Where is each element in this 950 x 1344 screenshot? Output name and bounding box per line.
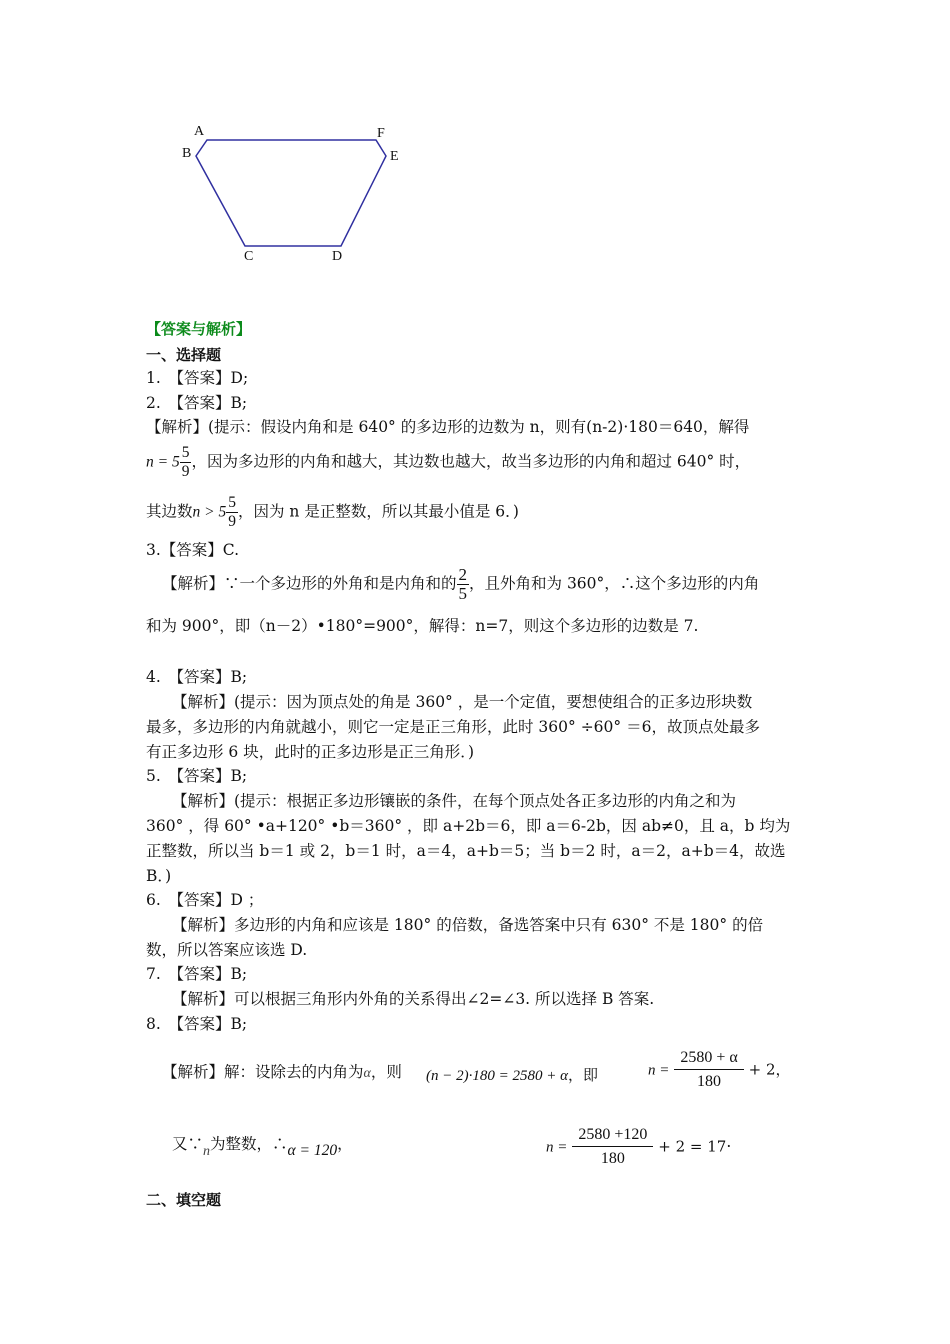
q2-n-greater: n > 5 — [192, 503, 227, 521]
vertex-label-e: E — [390, 149, 399, 164]
q8-f1-num: 2580 + α — [674, 1047, 743, 1070]
q8-eq1: (n − 2)·180 = 2580 + α — [426, 1068, 568, 1084]
q4-explanation-line2: 最多，多边形的内角就越小，则它一定是正三角形，此时 360° ÷60° ＝6，故顶点处最多 — [146, 718, 760, 736]
q3-exp-rest: ，且外角和为 360°，∴这个多边形的内角 — [469, 574, 760, 593]
q2-n-equals: n = 5 — [146, 453, 180, 471]
hexagon-outline — [196, 140, 386, 246]
q2-line3-prefix: 其边数 — [146, 502, 193, 521]
q2-fraction-2 — [226, 494, 238, 531]
vertex-label-d: D — [332, 249, 343, 264]
q8-f2-post: + 2 = 17 — [658, 1137, 727, 1156]
hexagon-diagram — [170, 118, 430, 278]
q3-answer: 3.【答案】C. — [146, 541, 240, 559]
q3-exp-prefix: 【解析】∵一个多边形的外角和是内角和的 — [162, 574, 457, 593]
q2-frac2-num: 5 — [228, 494, 236, 511]
q2-frac-den: 9 — [181, 463, 190, 480]
answer-section-title: 【答案与解析】 — [146, 320, 252, 338]
q2-answer: 2. 【答案】B; — [146, 394, 248, 412]
vertex-label-f: F — [377, 126, 385, 141]
q2-line3-rest: ，因为 n 是正整数，所以其最小值是 6．) — [237, 502, 519, 521]
q3-fraction — [457, 566, 470, 603]
q8-explanation-line1-prefix — [162, 1060, 402, 1082]
q8-equation1 — [426, 1064, 598, 1085]
q8-alpha-value: α = 120 — [287, 1142, 338, 1159]
q8-plus2: + 2， — [748, 1060, 791, 1079]
q8-ji: ，即 — [567, 1068, 598, 1084]
q2-explanation-line3 — [146, 494, 519, 531]
q8-n-var: n — [203, 1144, 211, 1159]
q8-b-mid: 为整数，∴ — [210, 1135, 288, 1153]
q6-explanation-line2: 数，所以答案应该选 D. — [146, 941, 308, 959]
q4-explanation-line1: 【解析】(提示：因为顶点处的角是 360° ，是一个定值，要想使组合的正多边形块数 — [172, 693, 753, 711]
q8-dot: · — [726, 1137, 732, 1156]
q8-fraction2 — [572, 1124, 653, 1171]
q4-answer: 4. 【答案】B; — [146, 668, 248, 686]
q7-answer: 7. 【答案】B; — [146, 965, 248, 983]
q8-f1-den: 180 — [697, 1073, 722, 1090]
q2-explanation-line2-rest: ，因为多边形的内角和越大，其边数也越大，故当多边形的内角和超过 640° 时， — [191, 452, 751, 471]
q8-formula1 — [648, 1047, 791, 1094]
q3-frac-num: 2 — [458, 565, 468, 584]
q8-fraction1 — [674, 1047, 743, 1094]
q8-explanation-line2 — [172, 1132, 353, 1159]
q8-f2-pre: n = — [546, 1139, 568, 1156]
part1-title: 一、选择题 — [146, 346, 222, 364]
q8-exp-prefix: 【解析】解：设除去的内角为 — [162, 1063, 364, 1081]
vertex-label-a: A — [194, 124, 205, 139]
q8-b-pre: 又∵ — [172, 1135, 204, 1153]
q6-explanation-line1: 【解析】多边形的内角和应该是 180° 的倍数，备选答案中只有 630° 不是 180° 的倍 — [172, 916, 764, 934]
part2-title: 二、填空题 — [146, 1191, 222, 1209]
q3-explanation-line1 — [162, 566, 759, 603]
q4-explanation-line3: 有正多边形 6 块，此时的正多边形是正三角形．) — [146, 743, 475, 761]
q8-answer: 8. 【答案】B; — [146, 1015, 248, 1033]
q8-f2-num: 2580 +120 — [572, 1124, 653, 1147]
q1-answer: 1. 【答案】D; — [146, 369, 249, 387]
q5-explanation-line2: 360° ，得 60° •a+120° •b＝360° ，即 a+2b＝6，即 a＝6-2b，因 ab≠0，且 a，b 均为 — [146, 817, 791, 835]
q8-n-eq: n = — [648, 1062, 670, 1079]
q5-answer: 5. 【答案】B; — [146, 767, 248, 785]
q8-alpha: α — [363, 1066, 371, 1081]
q2-explanation-line1: 【解析】(提示：假设内角和是 640° 的多边形的边数为 n，则有(n-2)·180＝640，解得 — [146, 418, 750, 436]
q8-then: ，则 — [370, 1063, 402, 1081]
q2-frac-num: 5 — [181, 444, 190, 461]
q8-f2-den: 180 — [600, 1150, 625, 1167]
q3-frac-den: 5 — [458, 584, 468, 603]
hexagon-figure — [170, 118, 430, 278]
q5-explanation-line1: 【解析】(提示：根据正多边形镶嵌的条件，在每个顶点处各正多边形的内角之和为 — [172, 792, 737, 810]
vertex-label-b: B — [182, 146, 192, 161]
q6-answer: 6. 【答案】D ； — [146, 891, 264, 909]
q5-explanation-line3: 正整数，所以当 b＝1 或 2，b＝1 时，a＝4，a+b＝5；当 b＝2 时，a＝2，a+b＝4，故选 — [146, 842, 786, 860]
q7-explanation: 【解析】可以根据三角形内外角的关系得出∠2=∠3. 所以选择 B 答案. — [172, 990, 655, 1008]
q8-formula2 — [546, 1124, 731, 1171]
q3-explanation-line2: 和为 900°，即（n－2）•180°=900°，解得：n=7，则这个多边形的边数是 7. — [146, 617, 699, 635]
q2-explanation-line2 — [146, 444, 750, 481]
q2-frac2-den: 9 — [228, 513, 236, 530]
q8-b-comma: ， — [337, 1135, 353, 1153]
vertex-label-c: C — [244, 249, 254, 264]
q5-explanation-line4: B．) — [146, 867, 172, 885]
q2-fraction — [180, 444, 192, 481]
